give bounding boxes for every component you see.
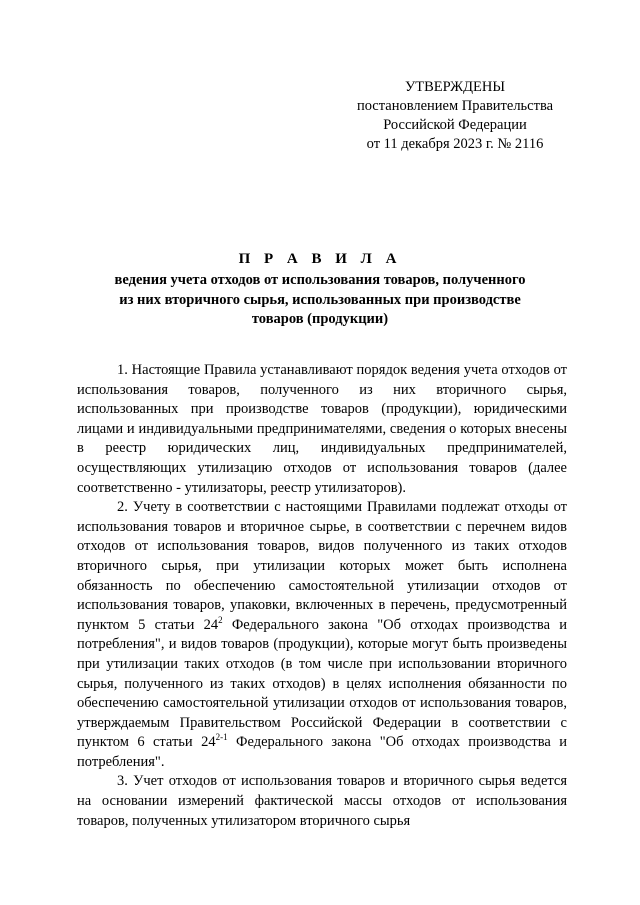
paragraph-2-text: Федерального закона "Об отходах производства и потребления". [77, 734, 568, 770]
superscript: 2-1 [215, 732, 228, 743]
paragraph-3: 3. Учет отходов от использования товаров и вторичного сырья ведется на основании измерений фактической массы отходов от использования товаров, полученных утилизатором вторичного сырья [77, 773, 567, 829]
document-subtitle [100, 271, 540, 330]
paragraph-1: 1. Настоящие Правила устанавливают порядок ведения учета отходов от использования товаров, полученного из них вторичного сырья, использованных при производстве товаров (продукции), юридическими лицами и индивидуальными предпринимателями, сведения о которых внесены в реестр юридических лиц, индивидуальных предпринимателей, осуществляющих утилизацию отходов от использования товаров (далее соответственно - утилизаторы, реестр утилизаторов). [77, 362, 567, 496]
paragraph-2 [77, 498, 567, 772]
superscript: 2 [218, 614, 223, 625]
paragraph-2-text: 2. Учету в соответствии с настоящими Правилами подлежат отходы от использования товаров и вторичное сырье, в соответствии с перечнем видов отходов от использования товаров, видов полученного из таких отходов вторичного сырья, при утилизации которых может быть исполнена обязанность по обеспечению самостоятельной утилизации отходов от использования товаров, упаковки, включенных в перечень, предусмотренный пунктом 5 статьи 24 [77, 499, 567, 633]
subtitle-line: товаров (продукции) [251, 311, 389, 327]
document-title: П Р А В И Л А [238, 251, 402, 267]
document-body [77, 361, 567, 831]
approval-line: постановлением Правительства [356, 98, 554, 114]
approval-line: Российской Федерации [383, 117, 527, 133]
subtitle-line: из них вторичного сырья, использованных при производстве [119, 291, 521, 308]
approval-block [330, 78, 580, 154]
subtitle-line: ведения учета отходов от использования товаров, полученного [114, 272, 526, 288]
approval-heading: УТВЕРЖДЕНЫ [404, 79, 506, 95]
approval-date: от 11 декабря 2023 г. № 2116 [366, 136, 544, 152]
paragraph-2-text: Федерального закона "Об отходах производства и потребления", и видов товаров (продукции), которые могут быть произведены при утилизации таких отходов (в том числе при использовании вторичного сырья, полученного из таких отходов) в целях исполнения обязанности по обеспечению самостоятельной утилизации отходов от использования товаров, утверждаемым Правительством Российской Федерации в соответствии с пунктом 6 статьи 24 [77, 616, 568, 751]
